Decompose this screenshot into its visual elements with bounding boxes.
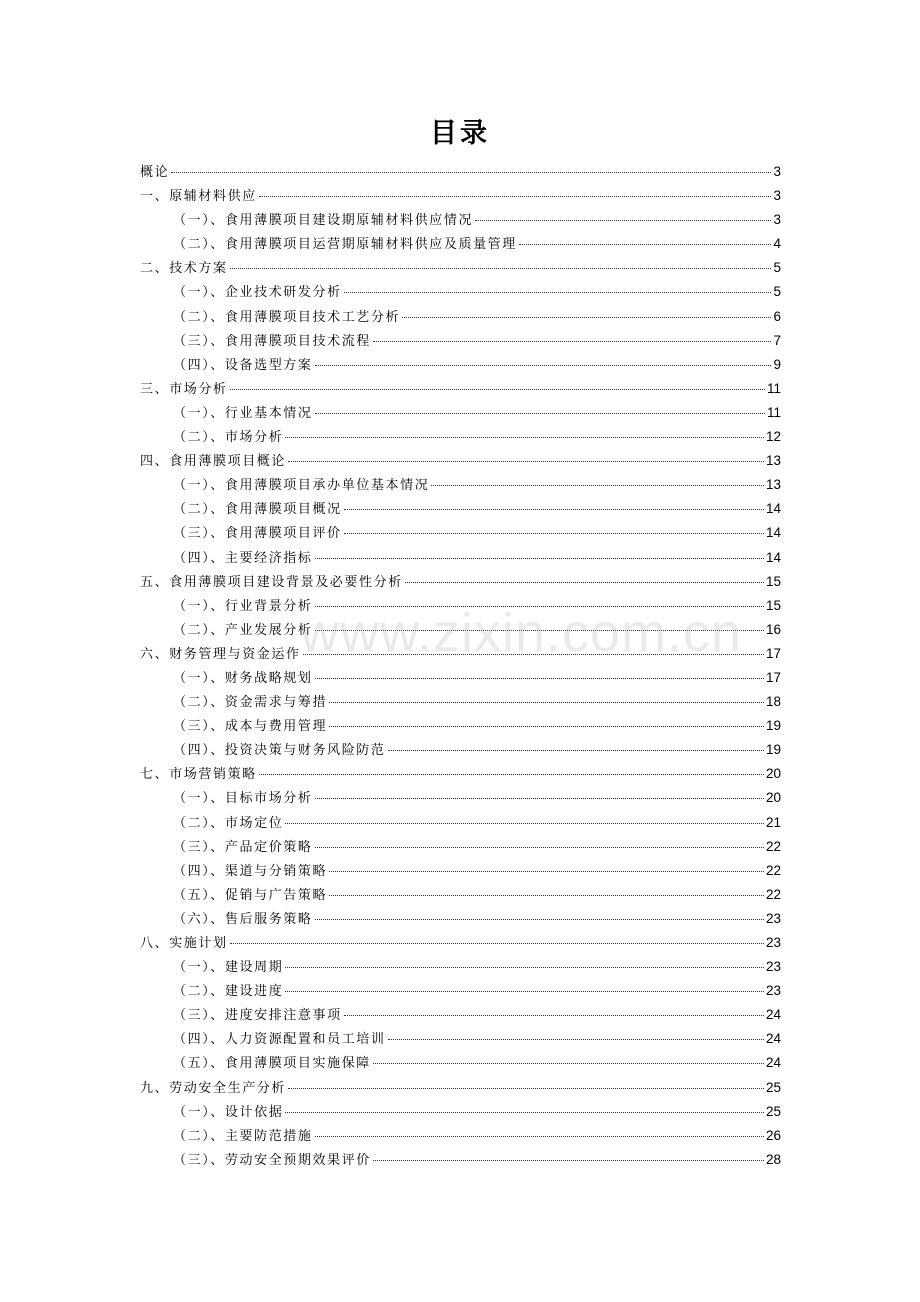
toc-entry-title: 三、市场分析 <box>140 381 228 397</box>
dot-leader <box>344 292 772 293</box>
toc-entry-page-number: 23 <box>765 935 781 950</box>
toc-entry-page-number: 17 <box>765 645 781 661</box>
toc-entry-title: （一）、行业背景分析 <box>173 598 313 614</box>
toc-entry-title: 概论 <box>140 165 170 180</box>
dot-leader <box>303 654 764 655</box>
toc-chapter-entry[interactable] <box>140 1076 781 1100</box>
dot-leader <box>285 1112 764 1113</box>
toc-entry-title: 九、劳动安全生产分析 <box>140 1080 287 1096</box>
toc-entry-page-number: 15 <box>765 573 781 589</box>
dot-leader <box>315 847 764 848</box>
toc-entry-page-number: 14 <box>765 549 781 565</box>
toc-entry-title: （一）、设计依据 <box>173 1104 284 1120</box>
toc-section-entry[interactable] <box>140 232 781 256</box>
toc-entry-page-number: 19 <box>765 742 781 758</box>
toc-section-entry[interactable] <box>140 714 781 738</box>
toc-section-entry[interactable] <box>140 1100 781 1124</box>
dot-leader <box>230 943 764 944</box>
toc-entry-page-number: 23 <box>765 959 781 975</box>
toc-entry-page-number: 26 <box>765 1127 781 1143</box>
toc-entry-title: （二）、食用薄膜项目技术工艺分析 <box>173 309 401 325</box>
dot-leader <box>259 196 772 197</box>
toc-entry-page-number: 23 <box>765 910 781 926</box>
toc-entry-title: （三）、劳动安全预期效果评价 <box>173 1152 371 1168</box>
dot-leader <box>344 533 764 534</box>
toc-chapter-entry[interactable] <box>140 762 781 786</box>
dot-leader <box>431 485 764 486</box>
toc-entry-page-number: 17 <box>765 669 781 685</box>
toc-entry-page-number: 24 <box>765 1007 781 1023</box>
toc-entry-title: （一）、食用薄膜项目承办单位基本情况 <box>173 478 430 494</box>
toc-entry-page-number: 22 <box>765 886 781 902</box>
toc-section-entry[interactable] <box>140 979 781 1003</box>
toc-entry-title: （一）、企业技术研发分析 <box>173 285 342 301</box>
toc-entry-title: （二）、市场分析 <box>173 430 284 446</box>
toc-chapter-entry[interactable] <box>140 642 781 666</box>
toc-section-entry[interactable] <box>140 497 781 521</box>
table-of-contents <box>140 160 781 1172</box>
toc-entry-page-number: 7 <box>773 332 781 348</box>
toc-chapter-entry[interactable] <box>140 256 781 280</box>
toc-entry-page-number: 9 <box>773 356 781 372</box>
toc-entry-title: 五、食用薄膜项目建设背景及必要性分析 <box>140 574 403 590</box>
toc-entry-title: 七、市场营销策略 <box>140 767 257 783</box>
dot-leader <box>388 1039 764 1040</box>
toc-entry-page-number: 14 <box>765 501 781 517</box>
dot-leader <box>405 582 764 583</box>
dot-leader <box>329 895 764 896</box>
toc-entry-title: （一）、财务战略规划 <box>173 670 313 686</box>
toc-entry-page-number: 24 <box>765 1055 781 1071</box>
toc-entry-page-number: 25 <box>765 1079 781 1095</box>
toc-entry-title: （四）、渠道与分销策略 <box>173 863 328 879</box>
dot-leader <box>373 1160 764 1161</box>
dot-leader <box>315 1136 764 1137</box>
toc-entry-page-number: 13 <box>765 477 781 493</box>
toc-section-entry[interactable] <box>140 521 781 545</box>
toc-section-entry[interactable] <box>140 1027 781 1051</box>
toc-entry-title: 一、原辅材料供应 <box>140 189 257 205</box>
dot-leader <box>388 750 764 751</box>
toc-entry-page-number: 18 <box>765 694 781 710</box>
toc-entry-page-number: 11 <box>766 404 781 420</box>
toc-chapter-entry[interactable] <box>140 570 781 594</box>
toc-entry-title: （二）、产业发展分析 <box>173 622 313 638</box>
dot-leader <box>519 244 772 245</box>
toc-entry-title: （二）、市场定位 <box>173 815 284 831</box>
dot-leader <box>373 1063 764 1064</box>
toc-entry-title: （三）、成本与费用管理 <box>173 719 328 735</box>
toc-section-entry[interactable] <box>140 280 781 304</box>
watermark: www.zixin.com.cn <box>300 603 743 663</box>
dot-leader <box>344 509 764 510</box>
toc-section-entry[interactable] <box>140 955 781 979</box>
dot-leader <box>315 558 764 559</box>
dot-leader <box>288 1088 764 1089</box>
toc-section-entry[interactable] <box>140 883 781 907</box>
dot-leader <box>315 630 764 631</box>
toc-entry-title: （二）、建设进度 <box>173 984 284 1000</box>
toc-section-entry[interactable] <box>140 546 781 570</box>
toc-section-entry[interactable] <box>140 690 781 714</box>
toc-entry-page-number: 20 <box>765 766 781 782</box>
toc-entry-title: （二）、食用薄膜项目概况 <box>173 502 342 518</box>
toc-entry-page-number: 19 <box>765 718 781 734</box>
toc-entry-title: （三）、产品定价策略 <box>173 839 313 855</box>
toc-section-entry[interactable] <box>140 907 781 931</box>
toc-section-entry[interactable] <box>140 401 781 425</box>
toc-entry-title: 八、实施计划 <box>140 936 228 951</box>
toc-entry-page-number: 14 <box>765 525 781 541</box>
toc-entry-page-number: 20 <box>765 790 781 806</box>
dot-leader <box>329 726 764 727</box>
toc-section-entry[interactable] <box>140 473 781 497</box>
dot-leader <box>315 413 765 414</box>
toc-entry-title: （一）、食用薄膜项目建设期原辅材料供应情况 <box>173 213 474 229</box>
dot-leader <box>315 365 772 366</box>
dot-leader <box>259 774 764 775</box>
toc-entry-title: 四、食用薄膜项目概论 <box>140 454 287 470</box>
toc-entry-page-number: 3 <box>773 212 781 228</box>
toc-section-entry[interactable] <box>140 1124 781 1148</box>
toc-entry-title: （一）、目标市场分析 <box>173 791 313 807</box>
toc-section-entry[interactable] <box>140 738 781 762</box>
toc-entry-title: （五）、促销与广告策略 <box>173 887 328 903</box>
dot-leader <box>373 341 772 342</box>
page-title: 目录 <box>430 118 490 149</box>
toc-chapter-entry[interactable] <box>140 449 781 473</box>
toc-entry-page-number: 23 <box>765 983 781 999</box>
toc-section-entry[interactable] <box>140 329 781 353</box>
dot-leader <box>288 461 764 462</box>
toc-chapter-entry[interactable] <box>140 184 781 208</box>
toc-section-entry[interactable] <box>140 859 781 883</box>
toc-section-entry[interactable] <box>140 305 781 329</box>
toc-entry-title: （四）、设备选型方案 <box>173 357 313 373</box>
toc-entry-title: （一）、建设周期 <box>173 960 284 976</box>
toc-entry-page-number: 15 <box>765 597 781 613</box>
toc-entry-title: （一）、行业基本情况 <box>173 405 313 421</box>
toc-entry-page-number: 16 <box>765 621 781 637</box>
dot-leader <box>230 389 765 390</box>
toc-entry-page-number: 24 <box>765 1031 781 1047</box>
toc-entry-page-number: 6 <box>773 308 781 324</box>
toc-entry-title: 六、财务管理与资金运作 <box>140 646 301 662</box>
dot-leader <box>475 220 771 221</box>
toc-chapter-entry[interactable] <box>140 931 781 955</box>
toc-section-entry[interactable] <box>140 594 781 618</box>
toc-entry-page-number: 11 <box>766 380 781 396</box>
toc-entry-title: （四）、人力资源配置和员工培训 <box>173 1032 386 1048</box>
toc-section-entry[interactable] <box>140 618 781 642</box>
toc-entry-page-number: 5 <box>773 284 781 300</box>
dot-leader <box>315 678 764 679</box>
dot-leader <box>285 437 764 438</box>
dot-leader <box>402 317 771 318</box>
toc-chapter-entry[interactable] <box>140 377 781 401</box>
toc-entry-page-number: 4 <box>773 236 781 252</box>
dot-leader <box>315 798 764 799</box>
toc-entry-page-number: 5 <box>773 260 781 276</box>
dot-leader <box>315 606 764 607</box>
toc-entry-page-number: 22 <box>765 862 781 878</box>
toc-section-entry[interactable] <box>140 1003 781 1027</box>
toc-entry-page-number: 25 <box>765 1103 781 1119</box>
toc-section-entry[interactable] <box>140 425 781 449</box>
toc-entry-page-number: 3 <box>773 188 781 204</box>
dot-leader <box>285 991 764 992</box>
toc-entry-page-number: 28 <box>765 1151 781 1167</box>
dot-leader <box>329 871 764 872</box>
toc-section-entry[interactable] <box>140 835 781 859</box>
dot-leader <box>315 919 764 920</box>
toc-entry-page-number: 12 <box>765 429 781 445</box>
dot-leader <box>285 967 764 968</box>
dot-leader <box>285 823 764 824</box>
toc-section-entry[interactable] <box>140 666 781 690</box>
toc-section-entry[interactable] <box>140 208 781 232</box>
toc-section-entry[interactable] <box>140 1051 781 1075</box>
toc-entry-title: （四）、主要经济指标 <box>173 550 313 566</box>
toc-entry-page-number: 3 <box>773 164 781 179</box>
toc-entry-title: （三）、食用薄膜项目评价 <box>173 526 342 542</box>
toc-entry-page-number: 13 <box>765 453 781 469</box>
dot-leader <box>171 172 771 173</box>
toc-entry-title: （六）、售后服务策略 <box>173 911 313 927</box>
toc-entry-title: （二）、资金需求与筹措 <box>173 695 328 711</box>
dot-leader <box>344 1015 764 1016</box>
toc-entry-title: （三）、进度安排注意事项 <box>173 1008 342 1024</box>
toc-section-entry[interactable] <box>140 811 781 835</box>
toc-entry-page-number: 22 <box>765 838 781 854</box>
toc-entry-title: （三）、食用薄膜项目技术流程 <box>173 333 371 349</box>
toc-entry-title: （二）、食用薄膜项目运营期原辅材料供应及质量管理 <box>173 237 517 253</box>
toc-section-entry[interactable] <box>140 353 781 377</box>
toc-entry-title: （四）、投资决策与财务风险防范 <box>173 743 386 759</box>
toc-chapter-entry[interactable] <box>140 160 781 184</box>
toc-entry-title: （二）、主要防范措施 <box>173 1128 313 1144</box>
toc-entry-title: （五）、食用薄膜项目实施保障 <box>173 1056 371 1072</box>
toc-entry-page-number: 21 <box>765 814 781 830</box>
dot-leader <box>230 268 772 269</box>
toc-section-entry[interactable] <box>140 1148 781 1172</box>
dot-leader <box>329 702 764 703</box>
toc-section-entry[interactable] <box>140 786 781 810</box>
toc-entry-title: 二、技术方案 <box>140 261 228 277</box>
